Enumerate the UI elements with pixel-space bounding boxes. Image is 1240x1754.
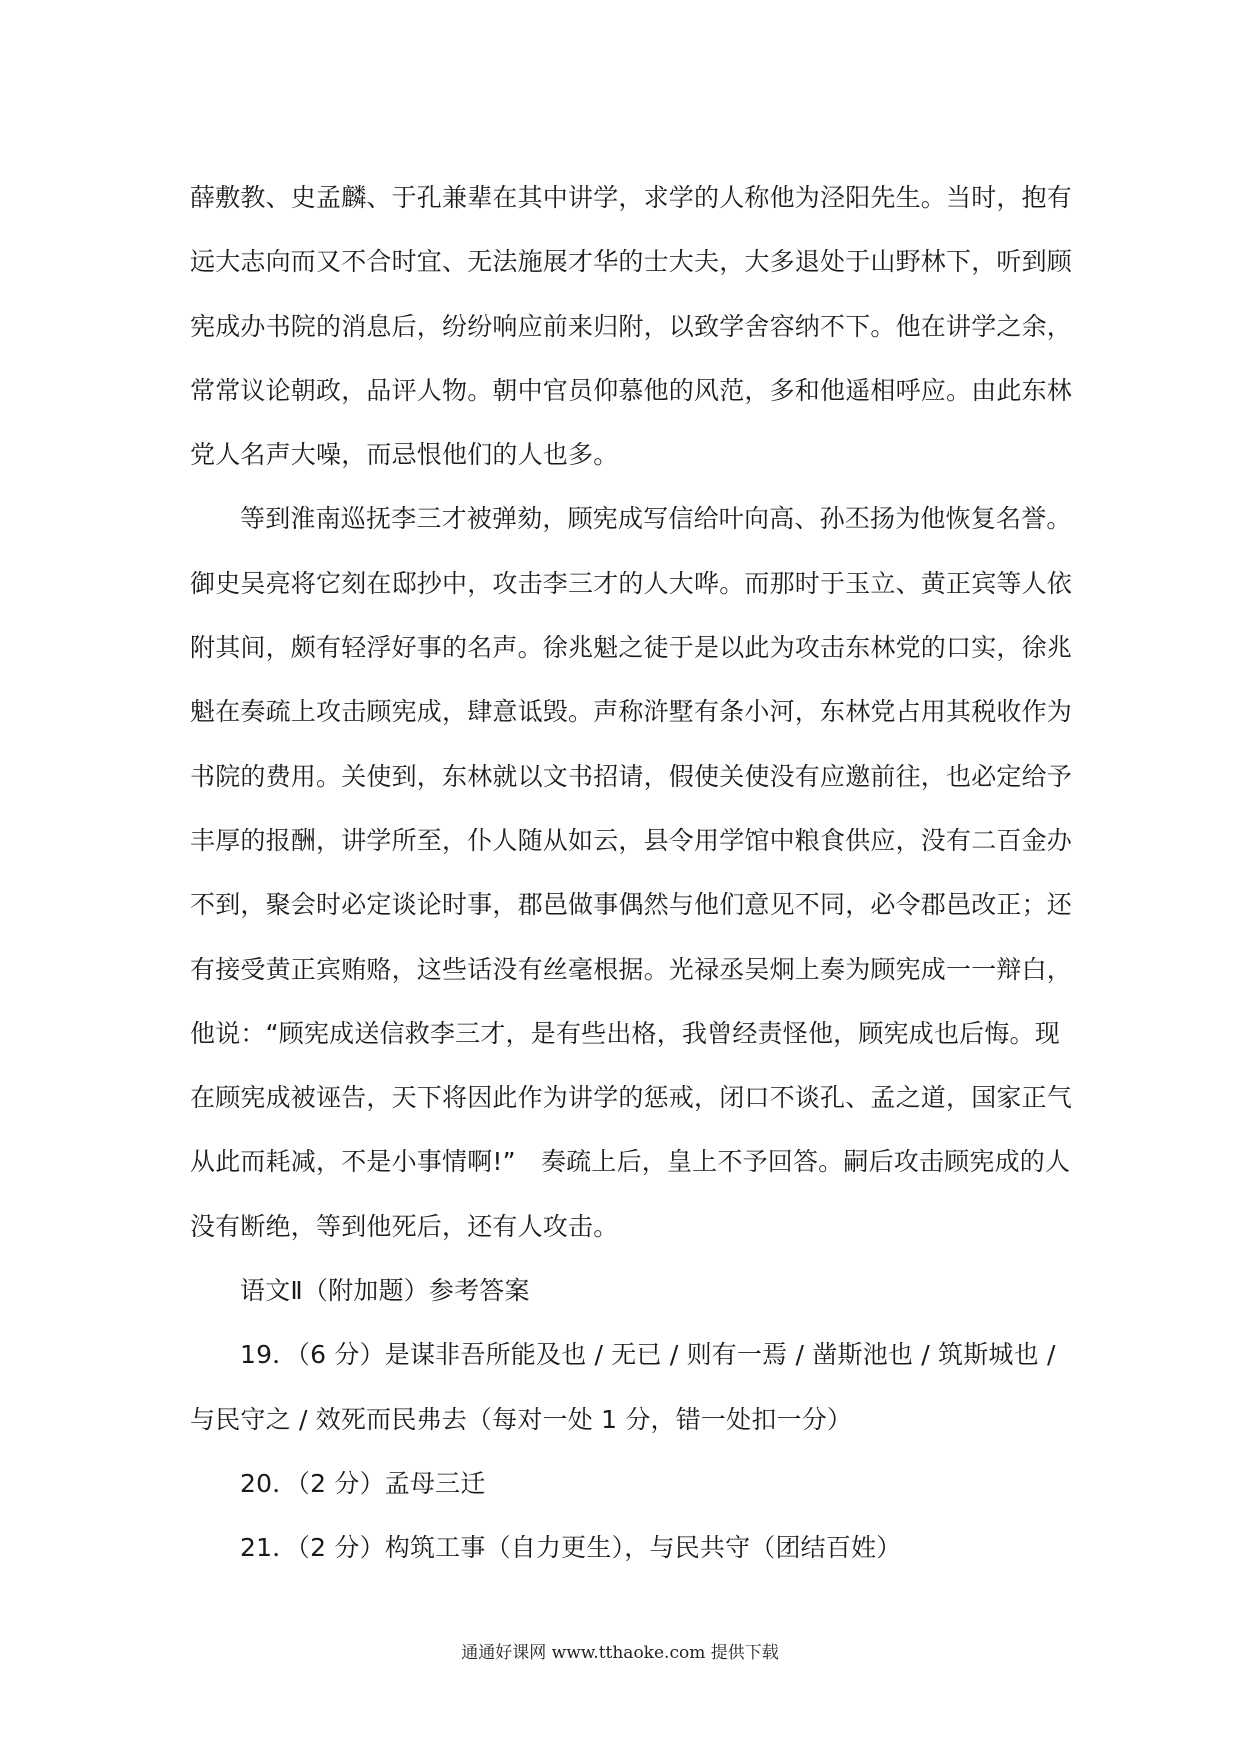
text-line: 有接受黄正宾贿赂，这些话没有丝毫根据。光禄丞吴炯上奏为顾宪成一一辩白，: [190, 954, 1073, 984]
document-body: [190, 166, 1073, 1581]
text-line: 党人名声大噪，而忌恨他们的人也多。: [190, 440, 619, 470]
text-line: 书院的费用。关使到，东林就以文书招请，假使关使没有应邀前往，也必定给予: [190, 761, 1073, 791]
paragraph-start-line: 等到淮南巡抚李三才被弹劾，顾宪成写信给叶向高、孙丕扬为他恢复名誉。: [240, 504, 1072, 534]
text-line: 薛敷教、史孟麟、于孔兼辈在其中讲学，求学的人称他为泾阳先生。当时，抱有: [190, 183, 1073, 212]
text-line: 附其间，颇有轻浮好事的名声。徐兆魁之徒于是以此为攻击东林党的口实，徐兆: [190, 633, 1073, 663]
text-line: 他说：“顾宪成送信救李三才，是有些出格，我曾经责怪他，顾宪成也后悔。现: [190, 1018, 1060, 1048]
text-line: 常常议论朝政，品评人物。朝中官员仰慕他的风范，多和他遥相呼应。由此东林: [190, 375, 1073, 405]
section-heading: 语文Ⅱ（附加题）参考答案: [240, 1276, 530, 1306]
answer-21-line: 21．（2 分）构筑工事（自力更生），与民共守（团结百姓）: [240, 1533, 902, 1563]
text-line: 不到，聚会时必定谈论时事，郡邑做事偶然与他们意见不同，必令郡邑改正；还: [190, 890, 1073, 920]
answer-20-line: 20．（2 分）孟母三迁: [240, 1468, 486, 1498]
text-line: 在顾宪成被诬告，天下将因此作为讲学的惩戒，闭口不谈孔、孟之道，国家正气: [190, 1083, 1073, 1113]
page-footer: 通通好课网 www.tthaoke.com 提供下载: [461, 1643, 779, 1663]
answer-19-line: 19．（6 分）是谋非吾所能及也 / 无已 / 则有一焉 / 凿斯池也 / 筑斯城也 /: [240, 1340, 1056, 1370]
text-line: 从此而耗减，不是小事情啊!” 奏疏上后，皇上不予回答。嗣后攻击顾宪成的人: [190, 1147, 1071, 1177]
text-line: 御史吴亮将它刻在邸抄中，攻击李三才的人大哗。而那时于玉立、黄正宾等人依: [190, 568, 1073, 598]
answer-19-continuation: 与民守之 / 效死而民弗去（每对一处 1 分，错一处扣一分）: [190, 1404, 853, 1434]
text-line: 没有断绝，等到他死后，还有人攻击。: [190, 1211, 619, 1241]
text-line: 远大志向而又不合时宜、无法施展才华的士大夫，大多退处于山野林下，听到顾: [190, 247, 1073, 277]
text-line: 魁在奏疏上攻击顾宪成，肆意诋毁。声称浒墅有条小河，东林党占用其税收作为: [190, 697, 1073, 727]
text-line: 丰厚的报酬，讲学所至，仆人随从如云，县令用学馆中粮食供应，没有二百金办: [190, 825, 1073, 855]
text-line: 宪成办书院的消息后，纷纷响应前来归附，以致学舍容纳不下。他在讲学之余，: [190, 311, 1073, 341]
